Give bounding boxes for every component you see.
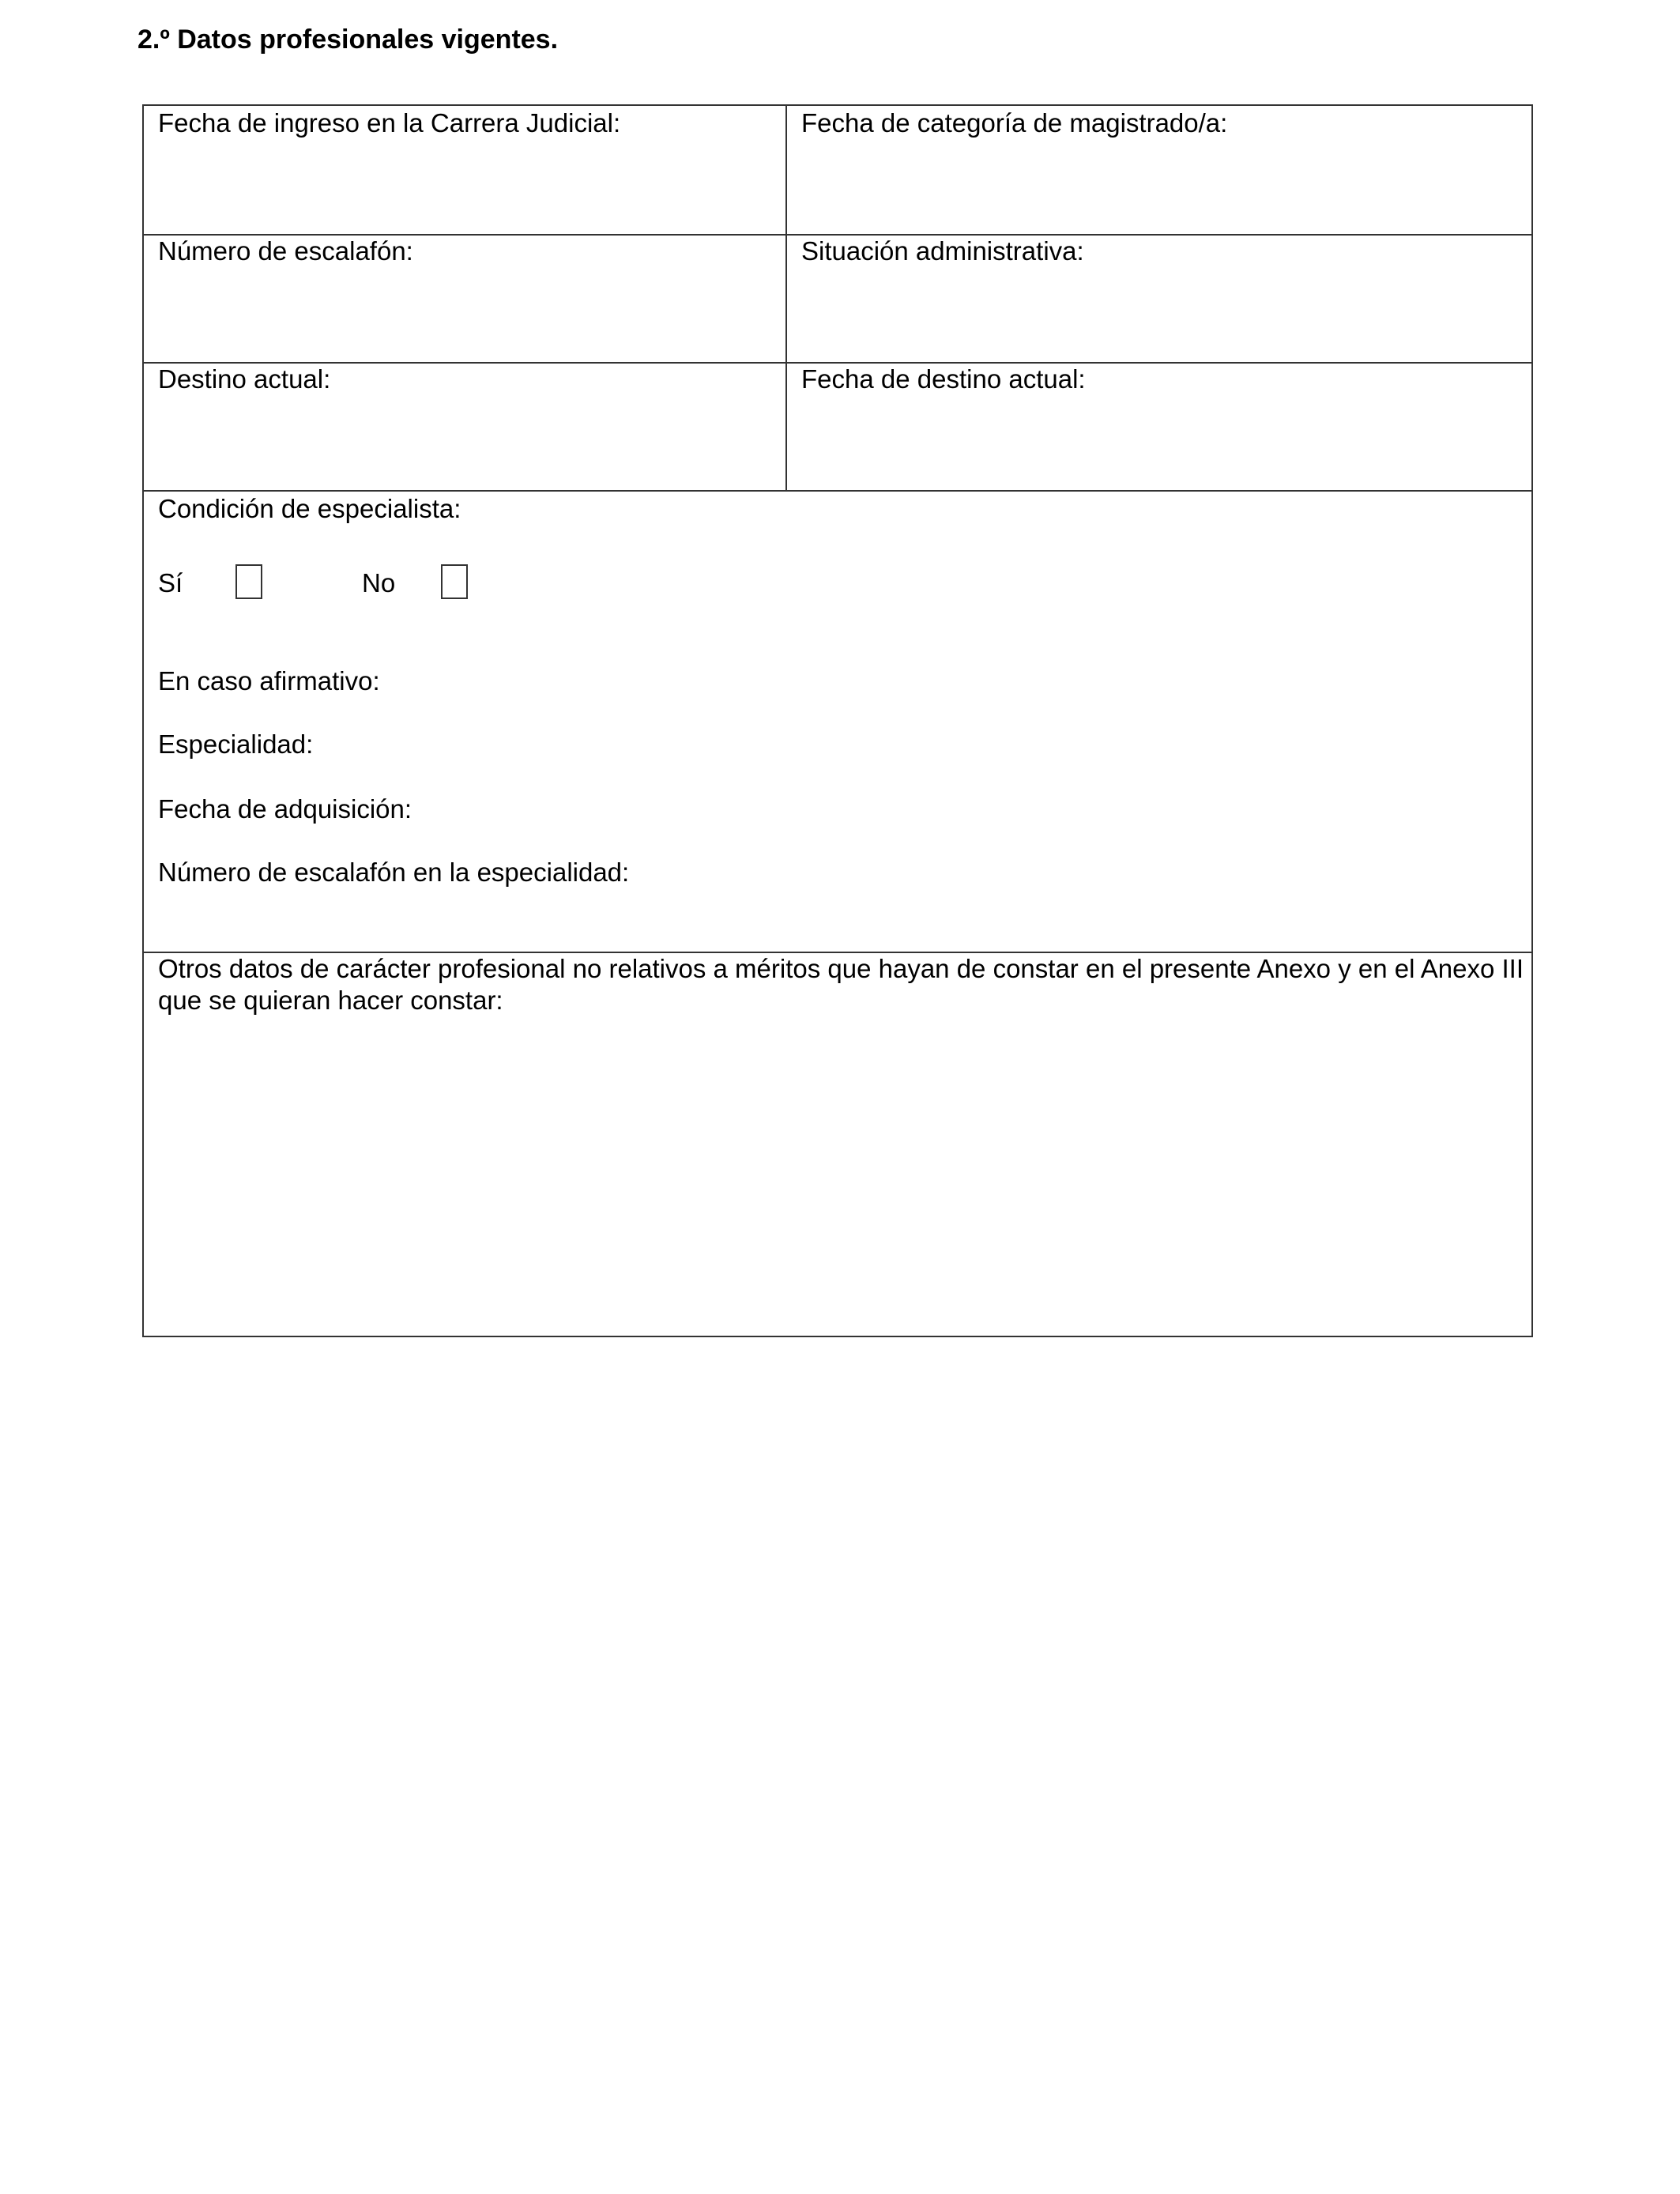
speciality-label: Especialidad: — [158, 729, 314, 759]
professional-data-form — [142, 104, 1533, 1337]
current-post-label: Destino actual: — [158, 364, 331, 394]
if-affirmative-label: En caso afirmativo: — [158, 666, 380, 696]
no-checkbox[interactable] — [441, 564, 468, 599]
other-professional-data-label: Otros datos de carácter profesional no relativos a méritos que hayan de constar en el presente Anexo y en el Anexo III que se quieran hacer constar: — [158, 954, 1524, 1015]
administrative-status-label: Situación administrativa: — [801, 236, 1084, 266]
no-label: No — [362, 568, 396, 598]
yes-checkbox[interactable] — [235, 564, 262, 599]
specialist-condition-label: Condición de especialista: — [158, 494, 461, 523]
entry-date-label: Fecha de ingreso en la Carrera Judicial: — [158, 108, 621, 138]
rank-number-label: Número de escalafón: — [158, 236, 413, 266]
current-post-date-label: Fecha de destino actual: — [801, 364, 1086, 394]
column-divider — [785, 106, 787, 492]
yes-label: Sí — [158, 568, 183, 598]
magistrate-category-date-label: Fecha de categoría de magistrado/a: — [801, 108, 1228, 138]
row-divider — [144, 490, 1531, 492]
speciality-rank-number-label: Número de escalafón en la especialidad: — [158, 858, 630, 887]
section-heading: 2.º Datos profesionales vigentes. — [137, 25, 559, 55]
acquisition-date-label: Fecha de adquisición: — [158, 794, 412, 824]
